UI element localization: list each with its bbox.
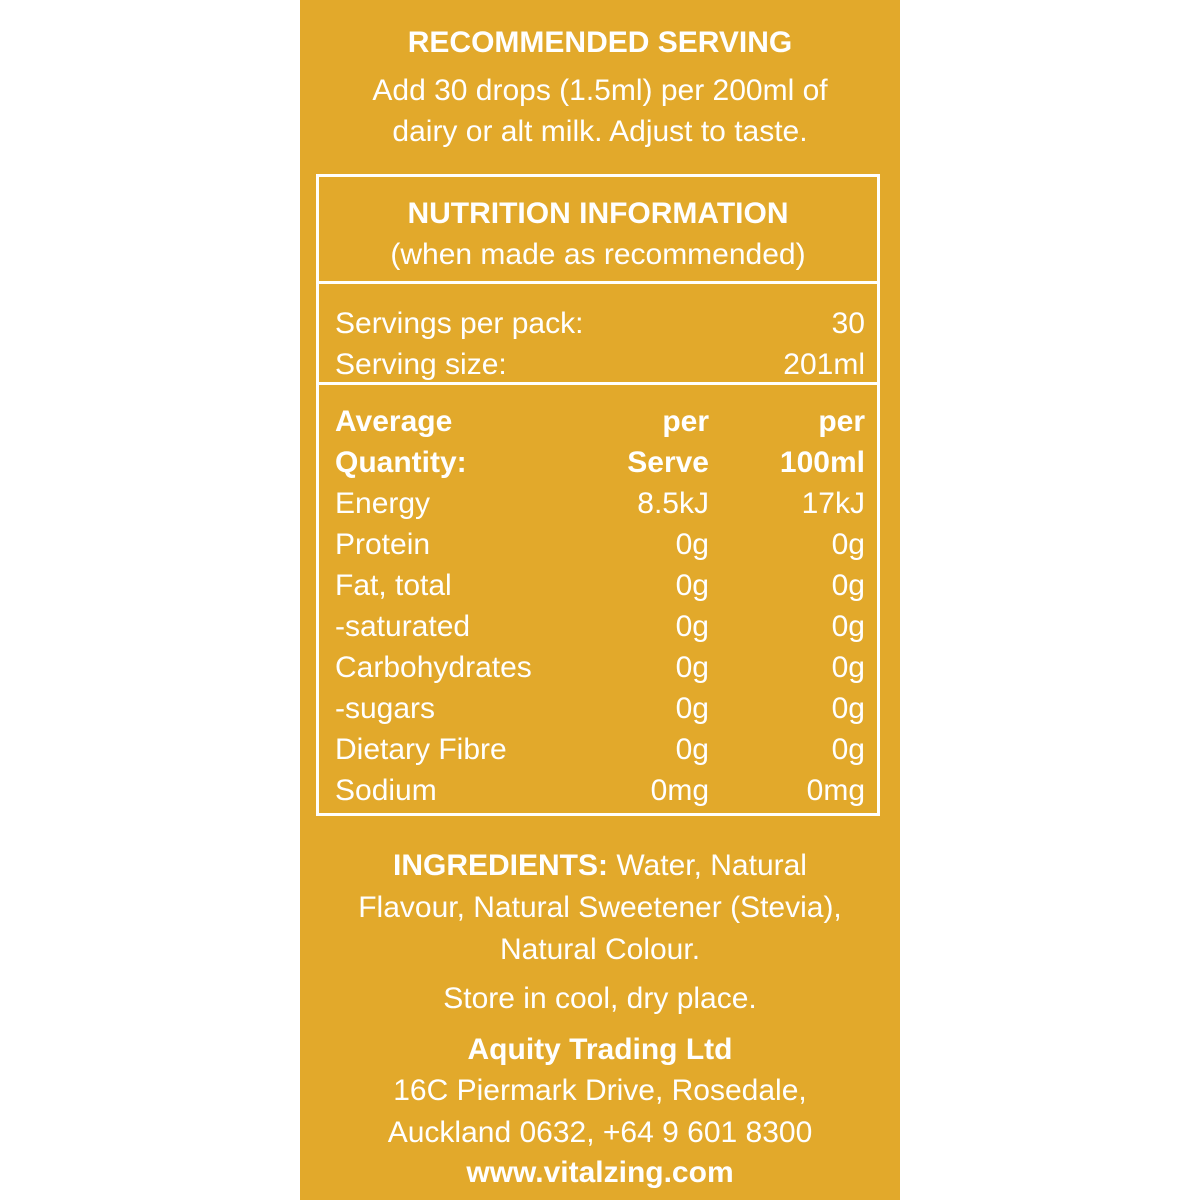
website-link: www.vitalzing.com (466, 1156, 734, 1189)
table-row (335, 606, 865, 647)
servings-per-pack-row (335, 303, 865, 344)
per-100ml-value: 0mg (806, 774, 865, 807)
nutrition-title: NUTRITION INFORMATION (407, 197, 789, 230)
nutrient-name: -sugars (335, 692, 436, 725)
nutrition-panel (316, 174, 880, 816)
table-row (335, 565, 865, 606)
nutrient-name: Sodium (335, 774, 437, 807)
per-serve-value: 0g (675, 569, 709, 602)
company-address (300, 1070, 900, 1154)
ingredients-line: Natural Colour. (499, 933, 701, 966)
storage-instructions: Store in cool, dry place. (443, 982, 757, 1015)
product-label (300, 0, 900, 1200)
header-per: per (662, 405, 709, 438)
servings-per-pack-label: Servings per pack: (335, 307, 584, 340)
recommended-serving-title: RECOMMENDED SERVING (407, 26, 793, 59)
table-row (335, 647, 865, 688)
ingredients-line: Flavour, Natural Sweetener (Stevia), (358, 891, 842, 924)
nutrient-name: Dietary Fibre (335, 733, 507, 766)
per-serve-value: 8.5kJ (637, 487, 709, 520)
nutrient-name: Fat, total (335, 569, 452, 602)
table-header-row (335, 442, 865, 483)
nutrient-name: Carbohydrates (335, 651, 532, 684)
address-line: 16C Piermark Drive, Rosedale, (393, 1074, 807, 1107)
header-quantity: Quantity: (335, 446, 467, 479)
company-name: Aquity Trading Ltd (467, 1033, 733, 1066)
per-100ml-value: 0g (831, 569, 865, 602)
per-serve-value: 0g (675, 651, 709, 684)
nutrient-name: Protein (335, 528, 431, 561)
per-serve-value: 0g (675, 692, 709, 725)
table-row (335, 524, 865, 565)
servings-section (319, 284, 877, 385)
recommended-serving-text (300, 70, 900, 152)
nutrition-header (319, 177, 877, 284)
serving-size-value: 201ml (783, 348, 865, 381)
per-serve-value: 0g (675, 610, 709, 643)
per-100ml-value: 0g (831, 651, 865, 684)
header-serve: Serve (627, 446, 709, 479)
ingredients-label: INGREDIENTS: (393, 849, 609, 882)
per-100ml-value: 17kJ (801, 487, 865, 520)
serving-size-row (335, 344, 865, 385)
table-row (335, 770, 865, 811)
recommended-line: Add 30 drops (1.5ml) per 200ml of (372, 74, 828, 107)
table-header-row (335, 401, 865, 442)
ingredients-text (310, 845, 890, 971)
nutrition-subtitle: (when made as recommended) (390, 238, 806, 271)
header-100ml: 100ml (779, 446, 865, 479)
recommended-line: dairy or alt milk. Adjust to taste. (392, 115, 808, 148)
per-100ml-value: 0g (831, 528, 865, 561)
nutrient-name: -saturated (335, 610, 471, 643)
per-100ml-value: 0g (831, 610, 865, 643)
servings-per-pack-value: 30 (831, 307, 865, 340)
per-serve-value: 0g (675, 733, 709, 766)
per-100ml-value: 0g (831, 692, 865, 725)
table-row (335, 729, 865, 770)
serving-size-label: Serving size: (335, 348, 507, 381)
header-per: per (818, 405, 865, 438)
per-serve-value: 0g (675, 528, 709, 561)
ingredients-line (310, 845, 890, 887)
per-100ml-value: 0g (831, 733, 865, 766)
table-row (335, 688, 865, 729)
nutrient-name: Energy (335, 487, 431, 520)
header-average: Average (335, 405, 453, 438)
address-line: Auckland 0632, +64 9 601 8300 (387, 1116, 813, 1149)
per-serve-value: 0mg (650, 774, 709, 807)
table-row (335, 483, 865, 524)
ingredients-line-rest: Water, Natural (608, 849, 807, 882)
